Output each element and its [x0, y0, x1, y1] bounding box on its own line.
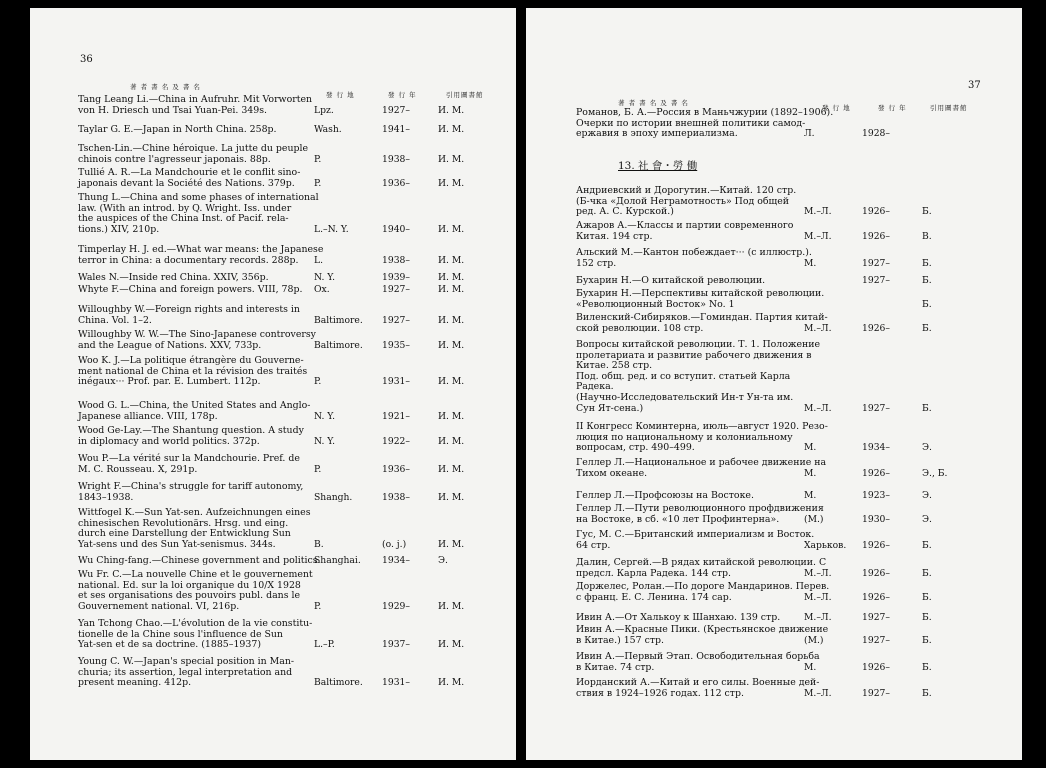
entry-place: N. Y. — [314, 410, 336, 422]
entry-text: Доржелес, Ролан.—По дороге Мандаринов. Перев. с франц. Е. С. Ленина. 174 сар. — [576, 581, 830, 603]
entry-library: И. М. — [438, 124, 465, 135]
entry-library: В. — [922, 230, 932, 242]
entry-year: 1939– — [382, 272, 410, 283]
header-author-title: 著 者 書 名 及 書 名 — [618, 99, 689, 107]
entry-year: 1934– — [382, 555, 410, 566]
entry-year: 1938– — [382, 491, 410, 503]
entry-place: N. Y. — [314, 435, 336, 447]
entry-text: Романов, Б. А.—Россия в Маньчжурии (1892–1906). Очерки по истории внешней политики самод- ержавия в эпоху империализма. — [576, 107, 834, 140]
entry-place: М.–Л. — [804, 230, 832, 242]
entry-library: Э., Б. — [922, 467, 948, 479]
entry-library: И. М. — [438, 600, 465, 612]
bibliography-entry — [526, 558, 1022, 579]
bibliography-entry — [30, 482, 516, 503]
page-number: 37 — [968, 80, 981, 91]
bibliography-entry — [526, 276, 1022, 287]
header-library: 引用圖書館 — [930, 104, 968, 112]
entry-year: 1927– — [862, 257, 890, 269]
entry-text: Андриевский и Дорогутин.—Китай. 120 стр. (Б-чка «Долой Неграмотность» Под общей ред. А. С. Курской.) — [576, 185, 797, 218]
entry-library: И. М. — [438, 254, 465, 266]
entry-text: Бухарин Н.—Перспективы китайской революции. «Революционный Восток» No. 1 — [576, 288, 825, 310]
bibliography-entry — [30, 619, 516, 651]
entry-text: Taylar G. E.—Japan in North China. 258p. — [78, 124, 277, 135]
entry-place: Wash. — [314, 124, 342, 135]
entry-place: М. — [804, 257, 817, 269]
entry-library: И. М. — [438, 463, 465, 475]
bibliography-entry — [526, 313, 1022, 334]
bibliography-entry — [30, 570, 516, 612]
entry-year: 1934– — [862, 442, 890, 454]
entry-text: Ивин А.—Красные Пики. (Крестьянское движение в Китае.) 157 стр. — [576, 624, 829, 646]
entry-place: М.–Л. — [804, 591, 832, 603]
entry-text: Wright F.—China's struggle for tariff autonomy, 1843–1938. — [78, 481, 304, 503]
header-library: 引用圖書館 — [446, 91, 484, 99]
entry-place: Л. — [804, 128, 815, 140]
entry-text: Геллер Л.—Национальное и рабочее движение на Тихом океане. — [576, 457, 827, 479]
entry-year: 1921– — [382, 410, 410, 422]
entry-place: P. — [314, 376, 322, 388]
entry-text: Ивин А.—От Халькоу к Шанхаю. 139 стр. — [576, 612, 781, 623]
entry-text: Вопросы китайской революции. Т. 1. Положение пролетариата и развитие рабочего движения в Китае. 258 стр. Под. общ. ред. и со вступит. статьей Карла Радека. (Научно-Исследовательский Ин-т Ун-та им. Сун Ят-сена.) — [576, 339, 821, 414]
entry-library: И. М. — [438, 314, 465, 326]
entry-text: Геллер Л.—Пути революционного профдвижения на Востоке, в сб. «10 лет Профинтерна». — [576, 503, 824, 525]
entry-year: 1927– — [862, 402, 890, 414]
entry-text: Timperlay H. J. ed.—What war means: the Japanese terror in China: a documentary records. 288p. — [78, 244, 324, 266]
entry-library: Б. — [922, 634, 932, 646]
section-title: 13. 社 會・勞 働 — [618, 160, 698, 172]
entry-library: И. М. — [438, 435, 465, 447]
entry-library: И. М. — [438, 410, 465, 422]
entry-text: Wu Ching-fang.—Chinese government and politics. — [78, 555, 321, 566]
entry-library: И. М. — [438, 639, 465, 651]
entry-text: Далин, Сергей.—В рядах китайской революции. С предсл. Карла Радека. 144 стр. — [576, 557, 827, 579]
entry-library: И. М. — [438, 677, 465, 689]
entry-library: Э. — [922, 513, 932, 525]
entry-library: Б. — [922, 206, 932, 218]
bibliography-entry — [30, 401, 516, 422]
entry-year: 1926– — [862, 467, 890, 479]
entry-year: 1926– — [862, 567, 890, 579]
entry-text: Wu Fr. C.—La nouvelle Chine et le gouvernement national. Ed. sur la loi organique du 10/X 1928 et ses organisations des pouvoirs publ. dans le Gouvernement national. VI, 216p. — [78, 569, 313, 612]
entry-place: Lpz. — [314, 104, 334, 116]
entry-place: L.–N. Y. — [314, 223, 349, 235]
entry-place: Shanghai. — [314, 555, 361, 566]
entry-library: Б. — [922, 275, 932, 286]
entry-text: Young C. W.—Japan's special position in Man- churia; its assertion, legal interpretation and present meaning. 412p. — [78, 656, 295, 689]
bibliography-entry — [526, 458, 1022, 479]
entry-year: 1937– — [382, 639, 410, 651]
entry-library: Б. — [922, 322, 932, 334]
bibliography-entry — [30, 144, 516, 165]
bibliography-entry — [526, 678, 1022, 699]
entry-place: М.–Л. — [804, 206, 832, 218]
bibliography-entry — [30, 193, 516, 235]
bibliography-entry — [30, 508, 516, 550]
entry-year: (o. j.) — [382, 538, 407, 550]
entry-text: Альский М.—Кантон побеждает··· (с иллюстр.). 152 стр. — [576, 247, 812, 269]
entry-place: N. Y. — [314, 272, 336, 283]
entry-year: 1927– — [382, 284, 410, 295]
entry-place: L. — [314, 254, 324, 266]
entry-library: Б. — [922, 612, 932, 623]
bibliography-entry — [30, 426, 516, 447]
bibliography-entry — [526, 504, 1022, 525]
bibliography-entry — [526, 108, 1022, 140]
bibliography-entry — [526, 186, 1022, 218]
bibliography-entry — [526, 652, 1022, 673]
entry-library: И. М. — [438, 104, 465, 116]
entry-place: P. — [314, 600, 322, 612]
entry-year: 1927– — [862, 634, 890, 646]
entry-year: 1940– — [382, 223, 410, 235]
entry-text: Ажаров А.—Классы и партии современного Китая. 194 стр. — [576, 220, 794, 242]
entry-text: Willoughby W. W.—The Sino-Japanese controversy and the League of Nations. XXV, 733p. — [78, 329, 316, 351]
entry-text: Tang Leang Li.—China in Aufruhr. Mit Vorworten von H. Driesch und Tsai Yuan-Pei. 349s. — [78, 94, 313, 116]
entry-library: И. М. — [438, 223, 465, 235]
entry-text: Бухарин Н.—О китайской революции. — [576, 275, 766, 286]
entry-year: 1929– — [382, 600, 410, 612]
entry-text: Thung L.—China and some phases of international law. (With an introd. by Q. Wright. Iss. under the auspices of the China Inst. of Pacif. rela- tions.) XIV, 210p. — [78, 192, 319, 235]
entry-text: Whyte F.—China and foreign powers. VIII, 78p. — [78, 284, 303, 295]
bibliography-entry — [526, 248, 1022, 269]
entry-library: Б. — [922, 402, 932, 414]
left-page — [30, 8, 516, 760]
entry-place: Ox. — [314, 284, 330, 295]
entry-place: (М.) — [804, 634, 824, 646]
bibliography-entry — [526, 221, 1022, 242]
entry-place: P. — [314, 177, 322, 189]
entry-place: P. — [314, 463, 322, 475]
bibliography-entry — [526, 491, 1022, 502]
entry-place: Харьков. — [804, 539, 847, 551]
entry-place: М. — [804, 661, 817, 673]
bibliography-entry — [30, 556, 516, 567]
entry-place: М.–Л. — [804, 612, 832, 623]
entry-place: (М.) — [804, 513, 824, 525]
entry-library: Э. — [438, 555, 448, 566]
entry-year: 1941– — [382, 124, 410, 135]
entry-place: М. — [804, 442, 817, 454]
entry-library: И. М. — [438, 284, 465, 295]
entry-year: 1927– — [862, 612, 890, 623]
entry-year: 1935– — [382, 339, 410, 351]
header-place: 發 行 地 — [822, 104, 851, 112]
entry-text: Wales N.—Inside red China. XXIV, 356p. — [78, 272, 269, 283]
entry-library: Б. — [922, 539, 932, 551]
bibliography-entry — [30, 330, 516, 351]
bibliography-entry — [526, 289, 1022, 310]
entry-year: 1931– — [382, 677, 410, 689]
entry-place: М. — [804, 490, 817, 501]
entry-library: Б. — [922, 257, 932, 269]
entry-place: Baltimore. — [314, 677, 363, 689]
entry-place: М.–Л. — [804, 687, 832, 699]
entry-text: Ивин А.—Первый Этап. Освободительная борьба в Китае. 74 стр. — [576, 651, 820, 673]
bibliography-entry — [30, 285, 516, 296]
entry-library: Б. — [922, 591, 932, 603]
entry-text: Виленский-Сибиряков.—Гоминдан. Партия китай- ской революции. 108 стр. — [576, 312, 828, 334]
bibliography-entry — [30, 95, 516, 116]
right-page — [526, 8, 1022, 760]
entry-place: Shangh. — [314, 491, 353, 503]
entry-text: Гус, М. С.—Британский империализм и Восток. 64 стр. — [576, 529, 815, 551]
header-year: 發 行 年 — [878, 104, 907, 112]
entry-year: 1926– — [862, 661, 890, 673]
bibliography-entry — [30, 125, 516, 136]
entry-place: М. — [804, 467, 817, 479]
header-year: 發 行 年 — [388, 91, 417, 99]
entry-library: Э. — [922, 490, 932, 501]
entry-year: 1926– — [862, 230, 890, 242]
entry-text: Wood Ge-Lay.—The Shantung question. A study in diplomacy and world politics. 372p. — [78, 425, 304, 447]
entry-place: Baltimore. — [314, 339, 363, 351]
entry-year: 1927– — [382, 314, 410, 326]
entry-year: 1938– — [382, 153, 410, 165]
entry-library: Б. — [922, 567, 932, 579]
header-place: 發 行 地 — [326, 91, 355, 99]
bibliography-entry — [526, 582, 1022, 603]
entry-library: Э. — [922, 442, 932, 454]
entry-year: 1927– — [862, 687, 890, 699]
entry-year: 1923– — [862, 490, 890, 501]
entry-library: Б. — [922, 298, 932, 310]
entry-place: Baltimore. — [314, 314, 363, 326]
entry-year: 1926– — [862, 539, 890, 551]
entry-year: 1930– — [862, 513, 890, 525]
entry-text: II Конгресс Коминтерна, июль—август 1920. Резо- люция по национальному и колониальному вопросам, стр. 490–499. — [576, 421, 828, 454]
entry-library: И. М. — [438, 339, 465, 351]
entry-year: 1926– — [862, 591, 890, 603]
bibliography-entry — [30, 168, 516, 189]
entry-year: 1922– — [382, 435, 410, 447]
entry-text: Wittfogel K.—Sun Yat-sen. Aufzeichnungen eines chinesischen Revolutionärs. Hrsg. und eing. durch eine Darstellung der Entwicklung Sun Yat-sens und des Sun Yat-senismus. 344s. — [78, 507, 311, 550]
entry-year: 1936– — [382, 463, 410, 475]
bibliography-entry — [30, 454, 516, 475]
entry-library: И. М. — [438, 153, 465, 165]
entry-library: И. М. — [438, 491, 465, 503]
entry-library: Б. — [922, 661, 932, 673]
header-author-title: 著 者 書 名 及 書 名 — [130, 83, 201, 91]
bibliography-entry — [30, 245, 516, 266]
entry-library: И. М. — [438, 538, 465, 550]
entry-place: L.–P. — [314, 639, 335, 651]
entry-year: 1926– — [862, 322, 890, 334]
entry-text: Tullié A. R.—La Mandchourie et le conflit sino- japonais devant la Société des Nations. 379p. — [78, 167, 301, 189]
bibliography-entry — [526, 340, 1022, 414]
entry-place: М.–Л. — [804, 322, 832, 334]
entry-text: Иорданский А.—Китай и его силы. Военные дей- ствия в 1924–1926 годах. 112 стр. — [576, 677, 820, 699]
entry-year: 1936– — [382, 177, 410, 189]
entry-text: Геллер Л.—Профсоюзы на Востоке. — [576, 490, 754, 501]
entry-place: P. — [314, 153, 322, 165]
entry-text: Yan Tchong Chao.—L'évolution de la vie constitu- tionelle de la Chine sous l'influence de Sun Yat-sen et de sa doctrine. (1885–1937) — [78, 618, 313, 651]
entry-text: Tschen-Lin.—Chine héroique. La jutte du peuple chinois contre l'agresseur japonais. 88p. — [78, 143, 309, 165]
entry-library: И. М. — [438, 376, 465, 388]
entry-text: Wood G. L.—China, the United States and Anglo- Japanese alliance. VIII, 178p. — [78, 400, 311, 422]
entry-year: 1938– — [382, 254, 410, 266]
entry-text: Woo K. J.—La politique étrangère du Gouverne- ment national de China et la révision des traités inégaux··· Prof. par. E. Lumbert. 112p. — [78, 355, 308, 388]
entry-year: 1927– — [382, 104, 410, 116]
bibliography-entry — [30, 305, 516, 326]
entry-library: И. М. — [438, 272, 465, 283]
bibliography-entry — [30, 657, 516, 689]
bibliography-entry — [30, 273, 516, 284]
entry-year: 1926– — [862, 206, 890, 218]
entry-year: 1927– — [862, 275, 890, 286]
entry-library: И. М. — [438, 177, 465, 189]
entry-place: М.–Л. — [804, 567, 832, 579]
bibliography-entry — [526, 613, 1022, 624]
page-number: 36 — [80, 54, 93, 65]
bibliography-entry — [30, 356, 516, 388]
entry-text: Willoughby W.—Foreign rights and interests in China. Vol. 1–2. — [78, 304, 300, 326]
bibliography-entry — [526, 422, 1022, 454]
entry-library: Б. — [922, 687, 932, 699]
bibliography-entry — [526, 625, 1022, 646]
entry-text: Wou P.—La vérité sur la Mandchourie. Pref. de M. C. Rousseau. X, 291p. — [78, 453, 300, 475]
entry-year: 1931– — [382, 376, 410, 388]
entry-year: 1928– — [862, 128, 890, 140]
entry-place: М.–Л. — [804, 402, 832, 414]
entry-place: B. — [314, 538, 324, 550]
bibliography-entry — [526, 530, 1022, 551]
